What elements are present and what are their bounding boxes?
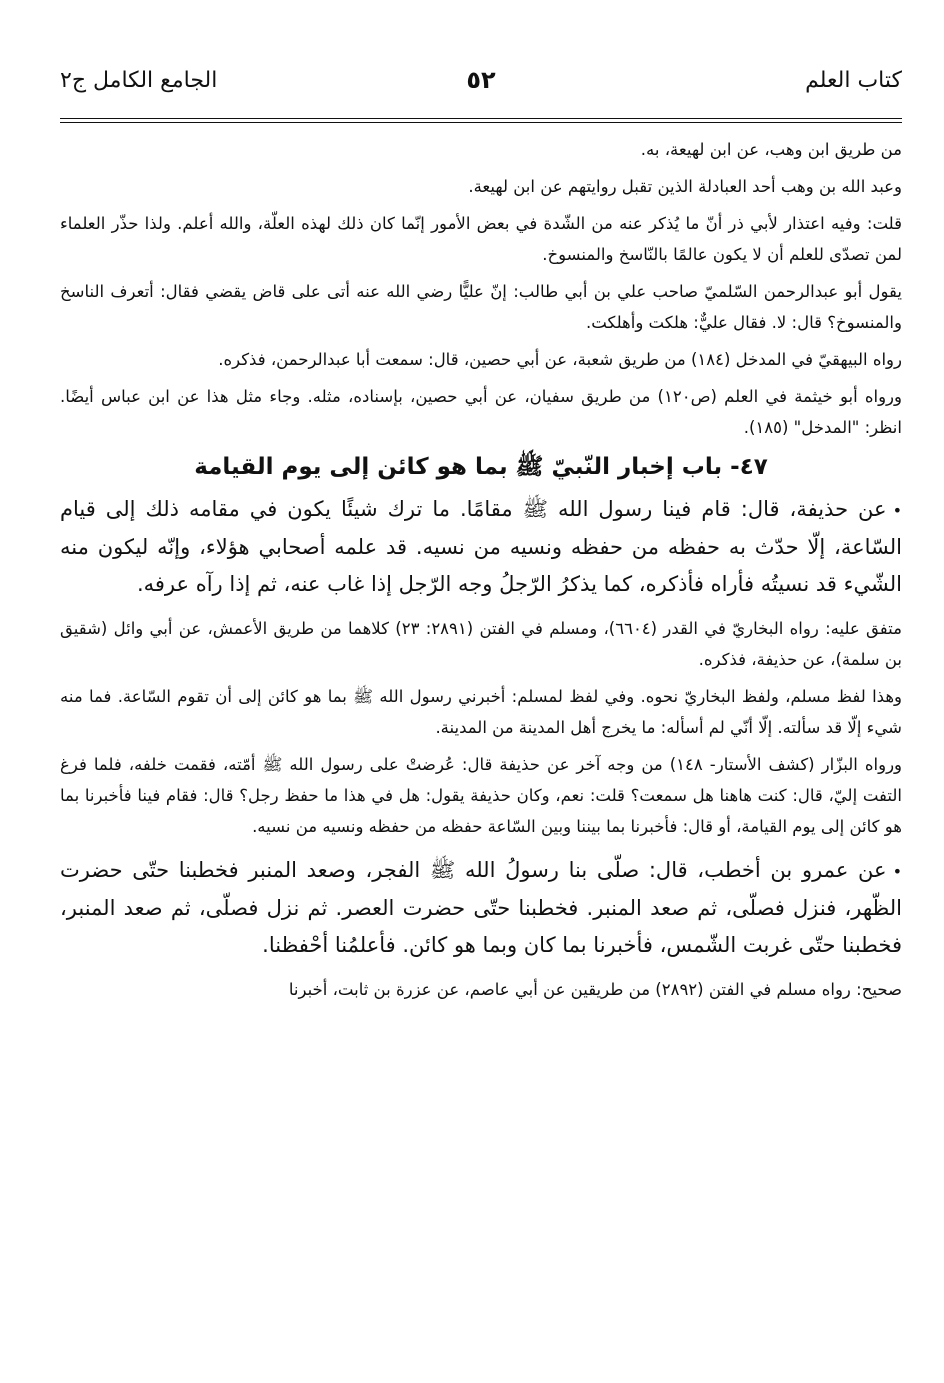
- hadith-text-1: عن حذيفة، قال: قام فينا رسول الله ﷺ مقامًا. ما ترك شيئًا يكون في مقامه ذلك إلى قيام السّاعة، إلّا حدّث به حفظه من حفظه ونسيه من نسيه. قد علمه أصحابي هؤلاء، وإنّه ليكون منه الشّيء قد نسيتُه فأراه فأذكره، كما يذكرُ الرّجلُ وجه الرّجل إذا غاب عنه، ثم إذا رآه عرفه.: [60, 497, 902, 596]
- chapter-heading: ٤٧- باب إخبار النّبيّ ﷺ بما هو كائن إلى يوم القيامة: [194, 454, 768, 480]
- note-paragraph-8: وهذا لفظ مسلم، ولفظ البخاريّ نحوه. وفي لفظ لمسلم: أخبرني رسول الله ﷺ بما هو كائن إلى أن تقوم السّاعة. فما منه شيء إلّا قد سألته. إلّا أنّي لم أسأله: ما يخرج أهل المدينة من المدينة.: [60, 687, 902, 737]
- note-paragraph-4: يقول أبو عبدالرحمن السّلميّ صاحب علي بن أبي طالب: إنّ عليًّا رضي الله عنه أتى على قاض يقضي فقال: أتعرف الناسخ والمنسوخ؟ قال: لا. فقال عليٌّ: هلكت وأهلكت.: [60, 282, 902, 332]
- bullet-icon: •: [892, 862, 902, 881]
- hadith-text-2: عن عمرو بن أخطب، قال: صلّى بنا رسولُ الله ﷺ الفجر، وصعد المنبر فخطبنا حتّى حضرت الظّهر، فنزل فصلّى، ثم صعد المنبر. فخطبنا حتّى حضرت العصر. ثم نزل فصلّى، ثم صعد المنبر، فخطبنا حتّى غربت الشّمس، فأخبرنا بما كان وبما هو كائن. فأعلمُنا أحْفظنا.: [60, 858, 902, 957]
- book-page: [60, 58, 902, 1358]
- note-paragraph-10: صحيح: رواه مسلم في الفتن (٢٨٩٢) من طريقين عن أبي عاصم، عن عزرة بن ثابت، أخبرنا: [288, 980, 902, 999]
- hadith-paragraph-2: [60, 852, 902, 964]
- page-header: [60, 58, 902, 104]
- page-number: ٥٢: [466, 66, 496, 94]
- page-content: [60, 134, 902, 1005]
- note-paragraph-5: رواه البيهقيّ في المدخل (١٨٤) من طريق شعبة، عن أبي حصين، قال: سمعت أبا عبدالرحمن، فذكره.: [218, 350, 902, 369]
- note-paragraph-2: وعبد الله بن وهب أحد العبادلة الذين تقبل روايتهم عن ابن لهيعة.: [468, 177, 902, 196]
- note-paragraph-7: متفق عليه: رواه البخاريّ في القدر (٦٦٠٤)، ومسلم في الفتن (٢٨٩١: ٢٣) كلاهما من طريق الأعمش، عن أبي وائل (شقيق بن سلمة)، عن حذيفة، فذكره.: [60, 619, 902, 669]
- bullet-icon: •: [892, 501, 902, 520]
- note-paragraph-9: ورواه البزّار (كشف الأستار- ١٤٨) من وجه آخر عن حذيفة قال: عُرضتْ على رسول الله ﷺ أمّته، فقمت خلفه، فلما فرغ التفت إليّ، قال: كنت هاهنا هل سمعت؟ قلت: نعم، وكان حذيفة يقول: هل في هذا ما حفظ رجل؟ قال: فقام فينا فأخبرنا بما هو كائن إلى يوم القيامة، أو قال: فأخبرنا بما بيننا وبين السّاعة حفظه من حفظه ونسيه من نسيه.: [60, 755, 902, 836]
- note-paragraph-1: من طريق ابن وهب، عن ابن لهيعة، به.: [640, 140, 902, 159]
- header-book-title: الجامع الكامل ج٢: [60, 68, 218, 93]
- header-rule-bottom: [60, 122, 902, 123]
- header-rule-top: [60, 118, 902, 119]
- note-paragraph-6: ورواه أبو خيثمة في العلم (ص١٢٠) من طريق سفيان، عن أبي حصين، بإسناده، مثله. وجاء مثل هذا عن ابن عباس أيضًا. انظر: "المدخل" (١٨٥).: [60, 387, 902, 437]
- header-chapter-name: كتاب العلم: [805, 68, 902, 93]
- hadith-paragraph-1: [60, 491, 902, 603]
- note-paragraph-3: قلت: وفيه اعتذار لأبي ذر أنّ ما يُذكر عنه من الشّدة في بعض الأمور إنّما كان ذلك لهذه العلّة، والله أعلم. ولذا حذّر العلماء لمن تصدّى للعلم أن لا يكون عالمًا بالنّاسخ والمنسوخ.: [60, 214, 902, 264]
